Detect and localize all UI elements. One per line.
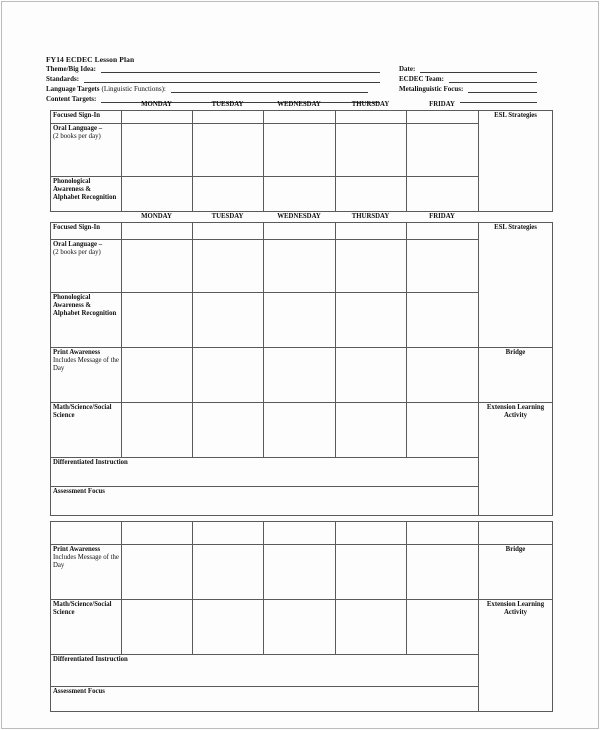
day-cell — [122, 348, 193, 403]
day-cell — [122, 600, 193, 655]
row-label-text: Oral Language – — [53, 241, 103, 248]
row-label-phonological-awareness: Phonological Awareness & Alphabet Recognition — [51, 177, 122, 212]
day-cell — [264, 240, 336, 293]
day-cell — [264, 124, 336, 177]
lesson-table-middle — [50, 222, 553, 516]
row-label-focused-sign-in: Focused Sign-In — [51, 223, 122, 240]
day-cell — [336, 240, 407, 293]
row-label-phonological-awareness: Phonological Awareness & Alphabet Recognition — [51, 293, 122, 348]
day-cell — [407, 240, 479, 293]
field-blank-line — [468, 90, 537, 93]
field-label: Standards: — [46, 75, 80, 83]
day-header: THURSDAY — [351, 213, 390, 220]
field-label: Theme/Big Idea: — [46, 65, 96, 73]
row-label-text: Print Awareness — [53, 546, 101, 553]
day-header: WEDNESDAY — [277, 213, 321, 220]
day-header: TUESDAY — [211, 101, 244, 108]
field-metalinguistic-focus — [399, 84, 537, 93]
day-cell — [336, 177, 407, 212]
day-cell — [193, 522, 264, 545]
day-cell — [193, 348, 264, 403]
row-label-subtext: (2 books per day) — [53, 133, 101, 141]
row-label-text: Print Awareness — [53, 349, 101, 356]
day-header: THURSDAY — [351, 101, 390, 108]
day-cell — [122, 240, 193, 293]
day-cell — [193, 111, 264, 124]
side-empty-cell — [479, 522, 553, 545]
day-cell — [122, 223, 193, 240]
lesson-table-bottom — [50, 521, 553, 712]
day-cell — [264, 545, 336, 600]
row-label-subtext: Includes Message of the Day — [53, 357, 119, 373]
day-cell — [336, 293, 407, 348]
field-label-note: (Linguistic Functions): — [101, 85, 166, 93]
field-standards — [46, 74, 380, 83]
weekday-header-row-1 — [50, 102, 552, 109]
field-theme-big-idea — [46, 64, 380, 73]
field-blank-line — [449, 80, 537, 83]
day-cell — [122, 522, 193, 545]
field-label: Date: — [399, 65, 416, 73]
field-label: Metalinguistic Focus: — [399, 85, 464, 93]
day-cell — [193, 293, 264, 348]
day-cell — [407, 348, 479, 403]
day-cell — [407, 124, 479, 177]
day-cell — [122, 177, 193, 212]
day-cell — [336, 111, 407, 124]
day-cell — [407, 223, 479, 240]
row-label-empty — [51, 522, 122, 545]
day-cell — [264, 600, 336, 655]
day-cell — [407, 403, 479, 458]
day-cell — [193, 600, 264, 655]
day-cell — [407, 545, 479, 600]
row-label-subtext: (2 books per day) — [53, 249, 101, 257]
day-cell — [407, 600, 479, 655]
side-column-spacer — [478, 214, 552, 221]
field-ecdec-team — [399, 74, 537, 83]
day-cell — [336, 223, 407, 240]
day-cell — [407, 522, 479, 545]
label-column-spacer — [50, 214, 121, 221]
day-header: TUESDAY — [211, 213, 244, 220]
bridge-cell: Bridge — [479, 348, 553, 403]
lesson-table-top — [50, 110, 553, 212]
row-label-differentiated-instruction: Differentiated Instruction — [51, 458, 479, 487]
day-cell — [336, 403, 407, 458]
row-label-differentiated-instruction: Differentiated Instruction — [51, 655, 479, 687]
field-date — [399, 64, 537, 73]
row-label-assessment-focus: Assessment Focus — [51, 487, 479, 516]
extension-activity-cell: Extension Learning Activity — [479, 403, 553, 516]
row-label-print-awareness — [51, 545, 122, 600]
day-cell — [122, 403, 193, 458]
day-cell — [336, 124, 407, 177]
field-blank-line — [84, 80, 380, 83]
bridge-cell: Bridge — [479, 545, 553, 600]
row-label-math-science-social: Math/Science/Social Science — [51, 600, 122, 655]
row-label-print-awareness — [51, 348, 122, 403]
day-cell — [193, 240, 264, 293]
day-cell — [407, 111, 479, 124]
day-cell — [193, 124, 264, 177]
row-label-text: Oral Language – — [53, 125, 103, 132]
row-label-oral-language — [51, 240, 122, 293]
day-cell — [264, 223, 336, 240]
day-header: MONDAY — [141, 213, 172, 220]
page-title: FY14 ECDEC Lesson Plan — [46, 55, 135, 64]
row-label-focused-sign-in: Focused Sign-In — [51, 111, 122, 124]
day-cell — [407, 293, 479, 348]
day-cell — [336, 522, 407, 545]
day-cell — [264, 293, 336, 348]
day-cell — [122, 111, 193, 124]
day-header: WEDNESDAY — [277, 101, 321, 108]
weekday-header-row-2 — [50, 214, 552, 221]
day-cell — [193, 403, 264, 458]
day-cell — [122, 124, 193, 177]
day-cell — [122, 293, 193, 348]
field-label: Content Targets: — [46, 95, 97, 103]
field-label: Language Targets — [46, 85, 100, 93]
row-label-math-science-social: Math/Science/Social Science — [51, 403, 122, 458]
day-cell — [264, 403, 336, 458]
day-header: MONDAY — [141, 101, 172, 108]
day-header: FRIDAY — [429, 213, 455, 220]
day-cell — [264, 177, 336, 212]
field-label: ECDEC Team: — [399, 75, 444, 83]
row-label-assessment-focus: Assessment Focus — [51, 687, 479, 712]
esl-strategies-cell: ESL Strategies — [479, 111, 553, 212]
field-blank-line — [420, 70, 537, 73]
field-blank-line — [171, 90, 368, 93]
day-header: FRIDAY — [429, 101, 455, 108]
day-cell — [336, 545, 407, 600]
day-cell — [193, 223, 264, 240]
extension-activity-cell: Extension Learning Activity — [479, 600, 553, 712]
label-column-spacer — [50, 102, 121, 109]
field-blank-line — [101, 70, 380, 73]
day-cell — [264, 522, 336, 545]
day-cell — [193, 545, 264, 600]
field-language-targets — [46, 84, 368, 93]
day-cell — [122, 545, 193, 600]
day-cell — [264, 348, 336, 403]
esl-strategies-cell: ESL Strategies — [479, 223, 553, 348]
side-column-spacer — [478, 102, 552, 109]
day-cell — [407, 177, 479, 212]
day-cell — [336, 348, 407, 403]
day-cell — [336, 600, 407, 655]
day-cell — [264, 111, 336, 124]
day-cell — [193, 177, 264, 212]
row-label-subtext: Includes Message of the Day — [53, 554, 119, 570]
row-label-oral-language — [51, 124, 122, 177]
